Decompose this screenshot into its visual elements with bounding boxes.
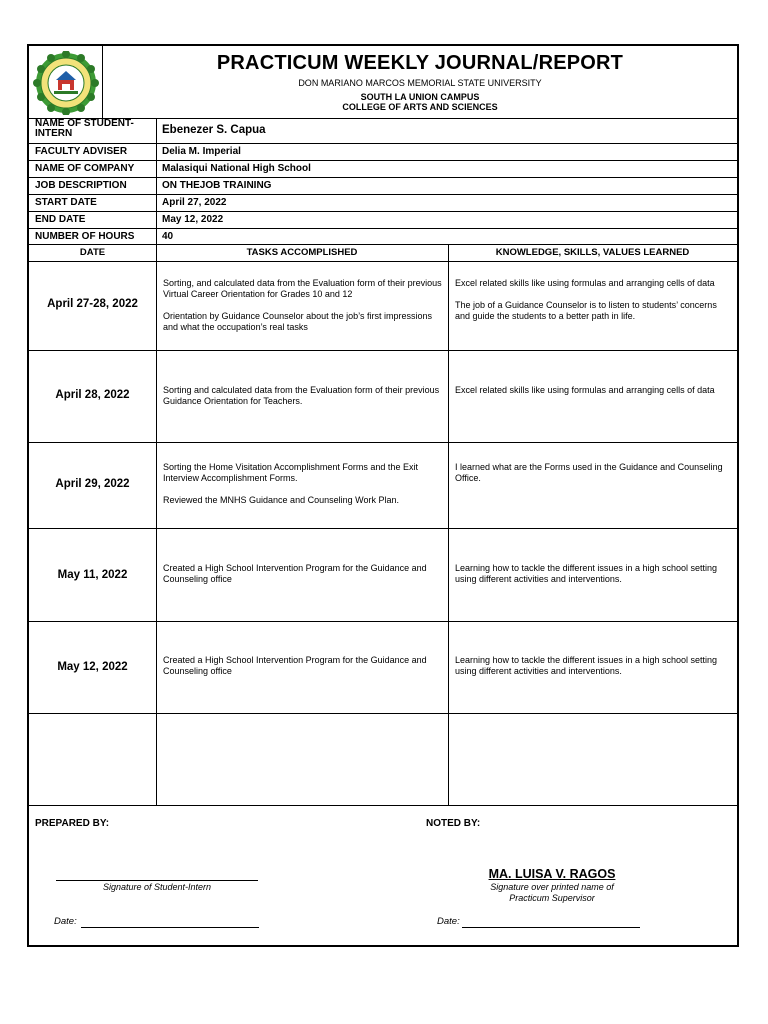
info-row-company — [29, 161, 737, 178]
info-label: FACULTY ADVISER — [35, 146, 128, 157]
info-row-end — [29, 212, 737, 229]
entry-learned — [455, 655, 733, 688]
info-value: Ebenezer S. Capua — [162, 124, 266, 136]
info-value: May 12, 2022 — [162, 214, 224, 225]
info-row-job — [29, 178, 737, 195]
entry-learned — [455, 278, 733, 333]
info-value: Delia M. Imperial — [162, 146, 241, 157]
task-text: Sorting and calculated data from the Evaluation form of their previous Guidance Orientation for Teachers. — [163, 385, 440, 406]
entry-tasks — [163, 385, 445, 418]
info-value: 40 — [162, 231, 174, 242]
info-value: Malasiqui National High School — [162, 163, 311, 174]
col-header-date: DATE — [79, 247, 106, 258]
col-header-tasks: TASKS ACCOMPLISHED — [246, 247, 358, 258]
form-title: PRACTICUM WEEKLY JOURNAL/REPORT — [216, 52, 624, 74]
learned-text: Excel related skills like using formulas and arranging cells of data — [455, 278, 715, 288]
college-name: COLLEGE OF ARTS AND SCIENCES — [342, 102, 498, 112]
entry-date: April 27-28, 2022 — [47, 298, 138, 310]
student-date-line — [81, 927, 259, 928]
entry-date: May 12, 2022 — [57, 661, 128, 673]
supervisor-name: MA. LUISA V. RAGOS — [488, 867, 616, 881]
learned-text: I learned what are the Forms used in the Guidance and Counseling Office. — [455, 462, 723, 483]
journal-form — [27, 44, 739, 947]
learned-text: Learning how to tackle the different issues in a high school setting using different activities and interventions. — [455, 563, 717, 584]
info-row-hours — [29, 229, 737, 245]
footer-divider — [29, 805, 737, 806]
task-text: Sorting the Home Visitation Accomplishment Forms and the Exit Interview Accomplishment Forms. — [163, 462, 418, 483]
entry-date: April 29, 2022 — [55, 478, 130, 490]
entry-learned — [455, 462, 733, 495]
info-label: JOB DESCRIPTION — [35, 180, 127, 191]
entry-tasks — [163, 462, 445, 517]
entry-tasks — [163, 278, 445, 344]
logo-box — [29, 46, 103, 118]
info-label: NAME OF COMPANY — [35, 163, 135, 174]
student-signature-caption: Signature of Student-Intern — [102, 882, 212, 892]
info-value: April 27, 2022 — [162, 197, 227, 208]
campus-name: SOUTH LA UNION CAMPUS — [360, 92, 480, 102]
supervisor-date-label: Date: — [437, 916, 460, 927]
info-value: ON THEJOB TRAINING — [162, 180, 272, 191]
university-name: DON MARIANO MARCOS MEMORIAL STATE UNIVERSITY — [298, 78, 542, 88]
supervisor-caption-line: Practicum Supervisor — [509, 893, 595, 903]
entry-learned — [455, 563, 733, 596]
form-header — [29, 46, 737, 119]
task-text: Created a High School Intervention Program for the Guidance and Counseling office — [163, 655, 427, 676]
info-row-adviser — [29, 144, 737, 161]
info-label: NUMBER OF HOURS — [35, 231, 135, 242]
noted-by-label: NOTED BY: — [426, 818, 481, 829]
info-label: END DATE — [35, 214, 86, 225]
entry-learned — [455, 385, 733, 407]
entry-date: April 28, 2022 — [55, 389, 130, 401]
entry-date: May 11, 2022 — [57, 569, 128, 581]
university-seal-icon — [32, 51, 100, 115]
info-label: START DATE — [35, 197, 97, 208]
task-text: Created a High School Intervention Program for the Guidance and Counseling office — [163, 563, 427, 584]
learned-text: The job of a Guidance Counselor is to listen to students’ concerns and guide the students to a better path in life. — [455, 300, 717, 321]
journal-table — [29, 245, 737, 805]
info-row-start — [29, 195, 737, 212]
task-text: Reviewed the MNHS Guidance and Counseling Work Plan. — [163, 495, 399, 505]
task-text: Orientation by Guidance Counselor about the job’s first impressions and what the occupation’s real tasks — [163, 311, 432, 332]
supervisor-date-line — [462, 927, 640, 928]
entry-tasks — [163, 563, 445, 596]
info-row-student — [29, 118, 737, 144]
learned-text: Excel related skills like using formulas and arranging cells of data — [455, 385, 715, 395]
task-text: Sorting, and calculated data from the Evaluation form of their previous Virtual Career Orientation for Grades 10 and 12 — [163, 278, 442, 299]
student-date-label: Date: — [54, 916, 77, 927]
supervisor-signature-caption — [447, 882, 657, 904]
info-label: NAME OF STUDENT-INTERN — [35, 118, 134, 139]
col-header-learned: KNOWLEDGE, SKILLS, VALUES LEARNED — [495, 247, 690, 258]
entry-tasks — [163, 655, 445, 688]
supervisor-caption-line: Signature over printed name of — [490, 882, 614, 892]
learned-text: Learning how to tackle the different issues in a high school setting using different activities and interventions. — [455, 655, 717, 676]
campus-college — [103, 92, 737, 112]
prepared-by-label: PREPARED BY: — [35, 818, 110, 829]
student-signature-line — [56, 880, 258, 881]
